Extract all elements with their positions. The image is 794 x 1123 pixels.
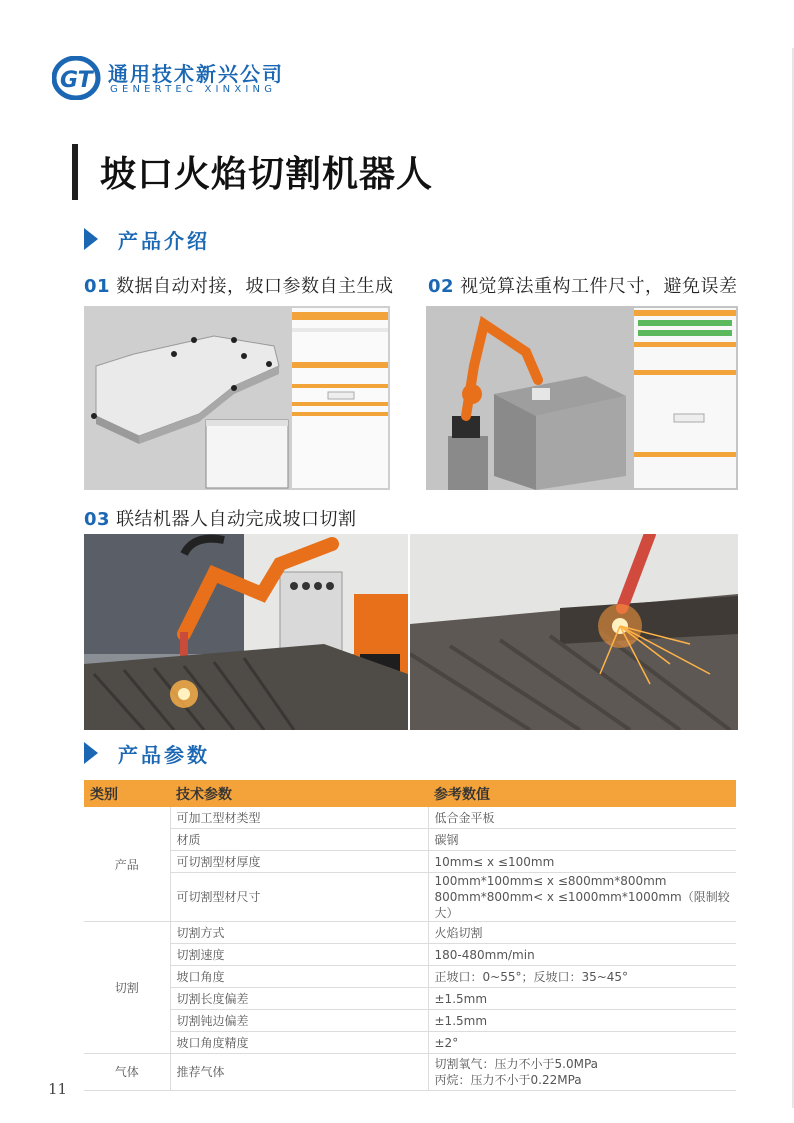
param-cell: 坡口角度精度 — [170, 1032, 428, 1054]
value-cell: 10mm≤ x ≤100mm — [428, 851, 736, 873]
software-screenshot-image — [84, 306, 390, 490]
section-title-params: 产品参数 — [118, 742, 210, 767]
company-name-cn: 通用技术新兴公司 — [108, 62, 284, 86]
param-cell: 推荐气体 — [170, 1054, 428, 1091]
value-cell: 火焰切割 — [428, 922, 736, 944]
feature-number: 02 — [428, 276, 455, 297]
header-value: 参考数值 — [428, 780, 736, 807]
page-number: 11 — [48, 1080, 68, 1098]
table-row — [84, 807, 736, 829]
param-cell: 材质 — [170, 829, 428, 851]
value-cell: 正坡口：0~55°；反坡口：35~45° — [428, 966, 736, 988]
value-cell: ±1.5mm — [428, 988, 736, 1010]
page-title: 坡口火焰切割机器人 — [100, 154, 434, 195]
robot-cutting-photo-left — [84, 534, 408, 730]
param-cell: 坡口角度 — [170, 966, 428, 988]
header-category: 类别 — [84, 780, 170, 807]
param-cell: 切割方式 — [170, 922, 428, 944]
feature-text: 联结机器人自动完成坡口切割 — [116, 509, 357, 530]
table-row — [84, 1010, 736, 1032]
company-logo — [52, 54, 312, 104]
company-logo-icon — [52, 56, 102, 100]
table-row — [84, 873, 736, 922]
param-cell: 可切割型材尺寸 — [170, 873, 428, 922]
feature-number: 01 — [84, 276, 111, 297]
value-line: 800mm*800mm< x ≤1000mm*1000mm（限制较大） — [434, 890, 730, 920]
section-arrow-icon — [84, 228, 98, 250]
table-row — [84, 988, 736, 1010]
value-cell: 180-480mm/min — [428, 944, 736, 966]
feature-number: 03 — [84, 509, 111, 530]
table-row — [84, 1032, 736, 1054]
value-cell — [428, 1054, 736, 1091]
svg-text:GT: GT — [60, 68, 93, 93]
value-cell: ±1.5mm — [428, 1010, 736, 1032]
vision-simulation-image — [426, 306, 738, 490]
param-cell: 切割长度偏差 — [170, 988, 428, 1010]
table-row — [84, 944, 736, 966]
feature-caption-3 — [84, 505, 357, 531]
table-row — [84, 829, 736, 851]
param-cell: 可切割型材厚度 — [170, 851, 428, 873]
category-cell: 产品 — [84, 807, 170, 922]
table-row — [84, 851, 736, 873]
section-header-params — [84, 738, 210, 768]
value-cell: ±2° — [428, 1032, 736, 1054]
param-cell: 切割速度 — [170, 944, 428, 966]
title-accent-bar — [72, 144, 78, 200]
section-title-intro: 产品介绍 — [118, 228, 210, 253]
param-cell: 切割钝边偏差 — [170, 1010, 428, 1032]
value-line: 切割氧气：压力不小于5.0MPa — [434, 1057, 598, 1071]
table-row — [84, 922, 736, 944]
parameters-table — [84, 780, 736, 1091]
section-header-intro — [84, 224, 210, 254]
table-header-row — [84, 780, 736, 807]
value-cell: 低合金平板 — [428, 807, 736, 829]
feature-text: 视觉算法重构工件尺寸，避免误差 — [460, 276, 738, 297]
value-line: 100mm*100mm≤ x ≤800mm*800mm — [434, 874, 667, 888]
value-line: 丙烷：压力不小于0.22MPa — [434, 1073, 582, 1087]
feature-caption-1 — [84, 272, 394, 298]
param-cell: 可加工型材类型 — [170, 807, 428, 829]
feature-text: 数据自动对接，坡口参数自主生成 — [116, 276, 394, 297]
feature-caption-2 — [428, 272, 738, 298]
company-name-en: GENERTEC XINXING — [110, 84, 277, 95]
header-param: 技术参数 — [170, 780, 428, 807]
value-cell: 碳钢 — [428, 829, 736, 851]
category-cell: 切割 — [84, 922, 170, 1054]
robot-cutting-photo-right — [410, 534, 738, 730]
value-cell — [428, 873, 736, 922]
table-row — [84, 966, 736, 988]
section-arrow-icon — [84, 742, 98, 764]
category-cell: 气体 — [84, 1054, 170, 1091]
table-row — [84, 1054, 736, 1091]
